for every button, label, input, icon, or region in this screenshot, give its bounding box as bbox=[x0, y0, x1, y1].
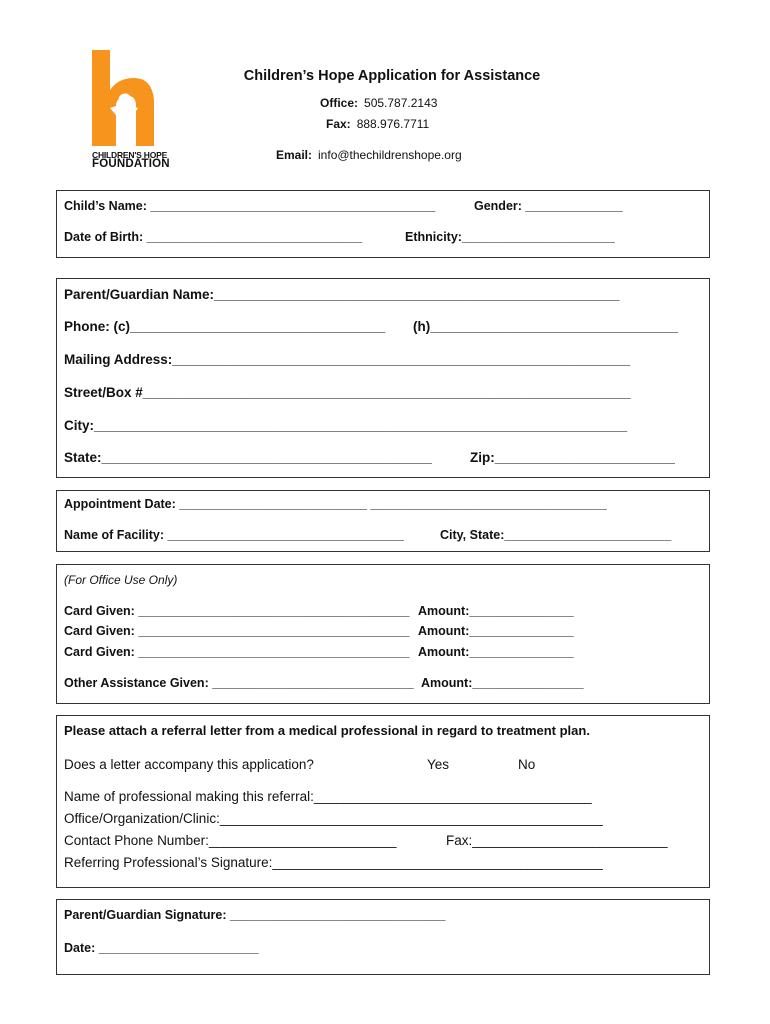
office-phone bbox=[320, 96, 437, 110]
parent-name-field[interactable]: Parent/Guardian Name:______________________________________________________ bbox=[64, 287, 620, 302]
fax-label: Fax: bbox=[326, 117, 351, 131]
contact-phone-field[interactable]: Contact Phone Number:_________________________ bbox=[64, 833, 397, 848]
page-title: Children’s Hope Application for Assistance bbox=[243, 68, 541, 84]
city-field[interactable]: City:_______________________________________________________________________ bbox=[64, 418, 628, 433]
parent-signature-field[interactable]: Parent/Guardian Signature: _______________________________ bbox=[64, 908, 446, 922]
professional-name-field[interactable]: Name of professional making this referral:_____________________________________ bbox=[64, 789, 592, 804]
fax-number bbox=[326, 117, 429, 131]
state-field[interactable]: State:____________________________________________ bbox=[64, 450, 432, 465]
referral-fax-field[interactable]: Fax:__________________________ bbox=[446, 833, 668, 848]
no-option[interactable]: No bbox=[518, 757, 536, 772]
card-amount-field-3[interactable]: Amount:_______________ bbox=[418, 645, 574, 659]
referring-signature-field[interactable]: Referring Professional’s Signature:____________________________________________ bbox=[64, 855, 603, 870]
logo-h-icon bbox=[88, 48, 170, 152]
card-given-field-3[interactable]: Card Given: _______________________________________ bbox=[64, 645, 410, 659]
yes-option[interactable]: Yes bbox=[427, 757, 450, 772]
fax-value: 888.976.7711 bbox=[356, 117, 430, 131]
facility-name-field[interactable]: Name of Facility: __________________________________ bbox=[64, 528, 404, 542]
email-value: info@thechildrenshope.org bbox=[318, 148, 462, 162]
card-amount-field-1[interactable]: Amount:_______________ bbox=[418, 604, 574, 618]
phone-cell-field[interactable]: Phone: (c)__________________________________ bbox=[64, 319, 386, 334]
card-given-field-2[interactable]: Card Given: _______________________________________ bbox=[64, 624, 410, 638]
other-assistance-field[interactable]: Other Assistance Given: _____________________________ bbox=[64, 676, 414, 690]
street-box-field[interactable]: Street/Box #_________________________________________________________________ bbox=[64, 385, 631, 400]
card-amount-field-2[interactable]: Amount:_______________ bbox=[418, 624, 574, 638]
other-amount-field[interactable]: Amount:________________ bbox=[421, 676, 584, 690]
appointment-date-field[interactable]: Appointment Date: ___________________________ __________________________________ bbox=[64, 497, 607, 511]
office-value: 505.787.2143 bbox=[364, 96, 438, 110]
mailing-address-field[interactable]: Mailing Address:_____________________________________________________________ bbox=[64, 352, 631, 367]
gender-field[interactable]: Gender: ______________ bbox=[474, 199, 623, 213]
office-use-heading: (For Office Use Only) bbox=[64, 573, 178, 587]
parent-info-section bbox=[56, 278, 710, 478]
child-name-field[interactable]: Child’s Name: _________________________________________ bbox=[64, 199, 436, 213]
zip-field[interactable]: Zip:________________________ bbox=[470, 450, 675, 465]
office-label: Office: bbox=[320, 96, 359, 110]
letter-question: Does a letter accompany this application? bbox=[64, 757, 314, 772]
logo-line1: CHILDREN'S HOPE bbox=[92, 150, 168, 160]
ethnicity-field[interactable]: Ethnicity:______________________ bbox=[405, 230, 615, 244]
card-given-field-1[interactable]: Card Given: _______________________________________ bbox=[64, 604, 410, 618]
signature-date-field[interactable]: Date: _______________________ bbox=[64, 941, 259, 955]
logo-line2: FOUNDATION bbox=[92, 158, 170, 170]
dob-field[interactable]: Date of Birth: _______________________________ bbox=[64, 230, 363, 244]
referral-instruction: Please attach a referral letter from a medical professional in regard to treatment plan. bbox=[64, 723, 590, 738]
email-label: Email: bbox=[276, 148, 313, 162]
email bbox=[276, 148, 462, 162]
organization-field[interactable]: Office/Organization/Clinic:___________________________________________________ bbox=[64, 811, 603, 826]
facility-city-state-field[interactable]: City, State:________________________ bbox=[440, 528, 672, 542]
phone-home-field[interactable]: (h)_________________________________ bbox=[413, 319, 679, 334]
